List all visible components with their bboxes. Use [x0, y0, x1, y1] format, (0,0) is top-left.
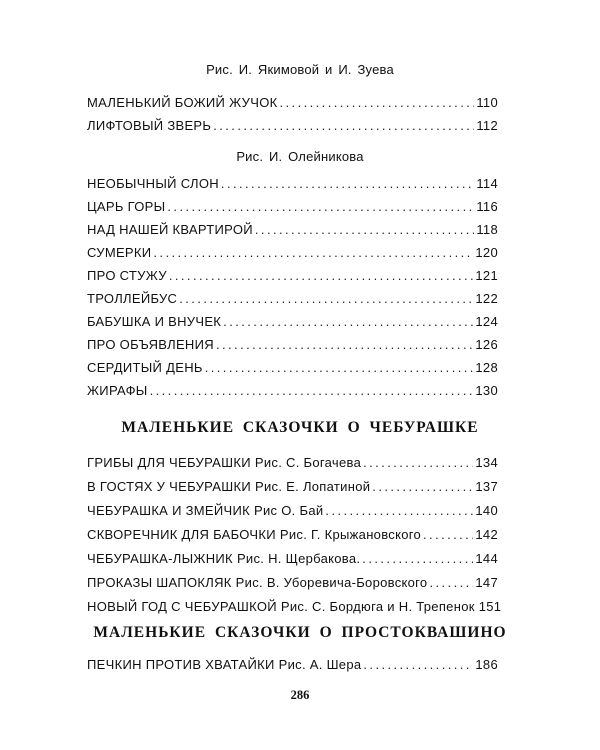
entry-page-number: 124: [475, 314, 498, 329]
entry-title: ГРИБЫ ДЛЯ ЧЕБУРАШКИ: [87, 455, 251, 470]
dot-leader: [223, 314, 473, 329]
entry-illustrator: Рис. С. Богачева: [254, 455, 362, 470]
toc-entry: [87, 551, 498, 569]
toc-entry: [87, 268, 498, 286]
entry-illustrator: Рис. А. Шера: [278, 657, 362, 672]
dot-leader: [429, 575, 473, 590]
entry-page-number: 137: [475, 479, 498, 494]
entry-title: В ГОСТЯХ У ЧЕБУРАШКИ: [87, 479, 251, 494]
entry-page-number: 116: [476, 199, 498, 214]
toc-entry: [87, 383, 498, 401]
dot-leader: [363, 455, 473, 470]
toc-entry: [87, 176, 498, 194]
entry-title: ЦАРЬ ГОРЫ: [87, 199, 166, 214]
dot-leader: [179, 291, 473, 306]
entry-page-number: 144: [475, 551, 498, 566]
entry-title: ПЕЧКИН ПРОТИВ ХВАТАЙКИ: [87, 657, 275, 672]
entry-page-number: 130: [475, 383, 498, 398]
entry-title: НЕОБЫЧНЫЙ СЛОН: [87, 176, 219, 191]
entry-title: НОВЫЙ ГОД С ЧЕБУРАШКОЙ: [87, 599, 277, 614]
toc-entry: [87, 291, 498, 309]
entry-title: ТРОЛЛЕЙБУС: [87, 291, 178, 306]
entry-illustrator: Рис. Е. Лопатиной: [255, 479, 371, 494]
entry-page-number: 186: [475, 657, 498, 672]
entry-page-number: 121: [475, 268, 498, 283]
illustrator-credit-oleynikov: Рис. И. Олейникова: [236, 149, 364, 164]
dot-leader: [167, 199, 474, 214]
entry-page-number: 120: [475, 245, 498, 260]
entry-illustrator: Рис. Н. Щербакова.: [236, 551, 361, 566]
entry-title: ЧЕБУРАШКА И ЗМЕЙЧИК: [87, 503, 251, 518]
dot-leader: [221, 176, 474, 191]
entry-illustrator: Рис. Г. Крыжановского: [279, 527, 422, 542]
toc-entry: [87, 455, 498, 473]
page-number-folio: 286: [290, 688, 310, 702]
entry-page-number: 118: [476, 222, 498, 237]
entry-title: СЕРДИТЫЙ ДЕНЬ: [87, 360, 203, 375]
entry-title: БАБУШКА И ВНУЧЕК: [87, 314, 222, 329]
dot-leader: [363, 657, 473, 672]
dot-leader: [325, 503, 473, 518]
entry-page-number: 142: [475, 527, 498, 542]
dot-leader: [213, 118, 474, 133]
entry-title: СКВОРЕЧНИК ДЛЯ БАБОЧКИ: [87, 527, 276, 542]
entry-page-number: 147: [475, 575, 498, 590]
entry-title: МАЛЕНЬКИЙ БОЖИЙ ЖУЧОК: [87, 95, 278, 110]
entry-illustrator: Рис. С. Бордюга и Н. Трепенок: [280, 599, 475, 614]
dot-leader: [153, 245, 473, 260]
toc-entry: [87, 479, 498, 497]
toc-entry: [87, 360, 498, 378]
toc-entry: [87, 95, 498, 113]
entry-page-number: 110: [476, 95, 498, 110]
dot-leader: [362, 551, 473, 566]
dot-leader: [372, 479, 473, 494]
dot-leader: [423, 527, 473, 542]
entry-title: ПРО СТУЖУ: [87, 268, 167, 283]
section-heading-prostokvashino: МАЛЕНЬКИЕ СКАЗОЧКИ О ПРОСТОКВАШИНО: [93, 624, 507, 641]
illustrator-credit-yakimova-zuev: Рис. И. Якимовой и И. Зуева: [206, 62, 394, 77]
entry-page-number: 122: [475, 291, 498, 306]
dot-leader: [216, 337, 473, 352]
toc-entry: [87, 314, 498, 332]
entry-page-number: 134: [475, 455, 498, 470]
entry-title: ЧЕБУРАШКА-ЛЫЖНИК: [87, 551, 233, 566]
entry-page-number: 151: [478, 599, 502, 614]
entry-illustrator: Рис О. Бай: [254, 503, 324, 518]
entry-illustrator: Рис. В. Уборевича-Боровского: [235, 575, 428, 590]
entry-title: НАД НАШЕЙ КВАРТИРОЙ: [87, 222, 253, 237]
toc-entry: [87, 245, 498, 263]
toc-entry: [87, 575, 498, 593]
toc-entry: [87, 222, 498, 240]
entry-title: ПРОКАЗЫ ШАПОКЛЯК: [87, 575, 232, 590]
toc-entry: [87, 199, 498, 217]
dot-leader: [169, 268, 474, 283]
toc-entry: [87, 503, 498, 521]
dot-leader: [205, 360, 474, 375]
section-heading-cheburashka: МАЛЕНЬКИЕ СКАЗОЧКИ О ЧЕБУРАШКЕ: [121, 419, 479, 436]
entry-title: ЖИРАФЫ: [87, 383, 148, 398]
toc-entry: [87, 527, 498, 545]
dot-leader: [150, 383, 474, 398]
entry-page-number: 128: [475, 360, 498, 375]
dot-leader: [255, 222, 474, 237]
entry-page-number: 140: [475, 503, 498, 518]
entry-page-number: 112: [476, 118, 498, 133]
entry-title: ЛИФТОВЫЙ ЗВЕРЬ: [87, 118, 212, 133]
toc-entry: [87, 599, 502, 617]
toc-entry: [87, 657, 498, 675]
dot-leader: [280, 95, 475, 110]
entry-title: ПРО ОБЪЯВЛЕНИЯ: [87, 337, 214, 352]
entry-page-number: 114: [476, 176, 498, 191]
toc-entry: [87, 118, 498, 136]
entry-page-number: 126: [475, 337, 498, 352]
entry-title: СУМЕРКИ: [87, 245, 152, 260]
toc-entry: [87, 337, 498, 355]
